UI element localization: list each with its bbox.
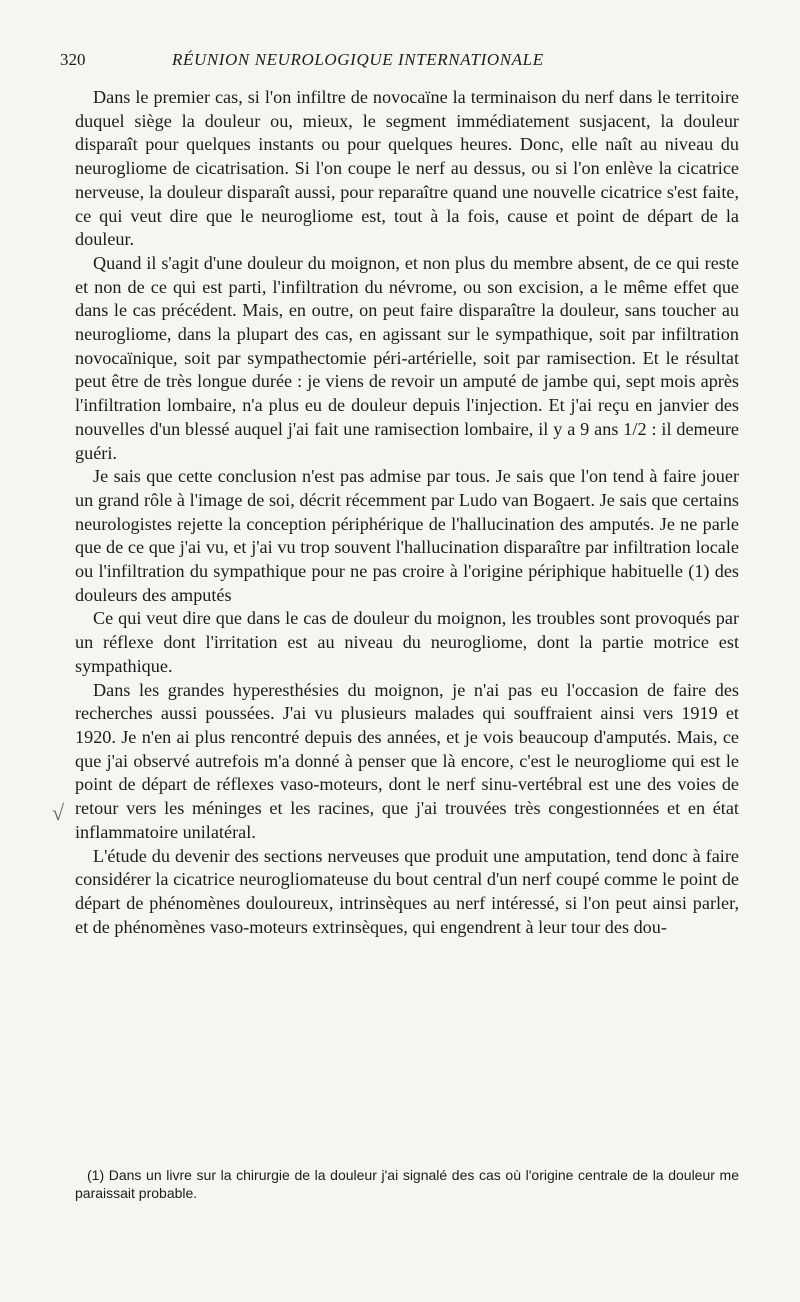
paragraph: Je sais que cette conclusion n'est pas admise par tous. Je sais que l'on tend à faire jouer un grand rôle à l'image de soi, décrit récemment par Ludo van Bogaert. Je sais que certains neurologistes rejette la conception périphérique de l'hallucination des amputés. Je ne parle que de ce que j'ai vu, et j'ai vu trop souvent l'hallucination disparaître par infiltration locale ou l'infiltration du sympathique pour ne pas croire à l'origine périphique habituelle (1) des douleurs des amputés — [75, 466, 739, 605]
body-text — [75, 86, 739, 939]
paragraph: Quand il s'agit d'une douleur du moignon, et non plus du membre absent, de ce qui reste et non de ce qui est parti, l'infiltration du névrome, ou son excision, a le même effet que dans le cas précédent. Mais, en outre, on peut faire disparaître la douleur, sans toucher au neurogliome, dans la plupart des cas, en agissant sur le sympathique, soit par infiltration novocaïnique, soit par sympathectomie péri-artérielle, soit par ramisection. Et le résultat peut être de très longue durée : je viens de revoir un amputé de jambe qui, sept mois après l'infiltration lombaire, n'a plus eu de douleur depuis l'injection. Et j'ai reçu en janvier des nouvelles d'un blessé auquel j'ai fait une ramisection lombaire, il y a 9 ans 1/2 : il demeure guéri. — [75, 252, 739, 463]
page-number: 320 — [60, 50, 86, 69]
paragraph: Dans le premier cas, si l'on infiltre de novocaïne la terminaison du nerf dans le territoire duquel siège la douleur ou, mieux, le segment immédiatement susjacent, la douleur disparaît pour quelques instants ou pour quelques heures. Donc, elle naît au niveau du neurogliome de cicatrisation. Si l'on coupe le nerf au dessus, ou si l'on enlève la cicatrice nerveuse, la douleur disparaît aussi, pour reparaître quand une nouvelle cicatrice s'est faite, ce qui veut dire que le neurogliome est, tout à la fois, cause et point de départ de la douleur. — [75, 87, 739, 250]
footnote-text: (1) Dans un livre sur la chirurgie de la douleur j'ai signalé des cas où l'origine centrale de la douleur me paraissait probable. — [75, 1167, 739, 1201]
page-header — [60, 46, 740, 76]
paragraph: Ce qui veut dire que dans le cas de douleur du moignon, les troubles sont provoqués par un réflexe dont l'irritation est au niveau du neurogliome, dont la partie motrice est sympathique. — [75, 608, 739, 676]
paragraph: L'étude du devenir des sections nerveuses que produit une amputation, tend donc à faire considérer la cicatrice neurogliomateuse du bout central d'un nerf coupé comme le point de départ de phénomènes douloureux, intrinsèques au nerf intéressé, si l'on peut ainsi parler, et de phénomènes vaso-moteurs extrinsèques, qui engendrent à leur tour des dou- — [75, 845, 739, 937]
running-title: RÉUNION NEUROLOGIQUE INTERNATIONALE — [172, 50, 544, 69]
paragraph: Dans les grandes hyperesthésies du moignon, je n'ai pas eu l'occasion de faire des recherches aussi poussées. J'ai vu plusieurs malades qui souffraient ainsi vers 1919 et 1920. Je n'en ai plus rencontré depuis des années, et je vois beaucoup d'amputés. Mais, ce que j'ai observé autrefois m'a donné à penser que là encore, c'est le neurogliome qui est le point de départ de réflexes vaso-moteurs, dont le nerf sinu-vertébral est une des voies de retour vers les méninges et les racines, que j'ai trouvées très congestionnées et en état inflammatoire unilatéral. — [75, 679, 739, 842]
footnote — [75, 1166, 739, 1202]
margin-check-mark: √ — [52, 800, 65, 825]
